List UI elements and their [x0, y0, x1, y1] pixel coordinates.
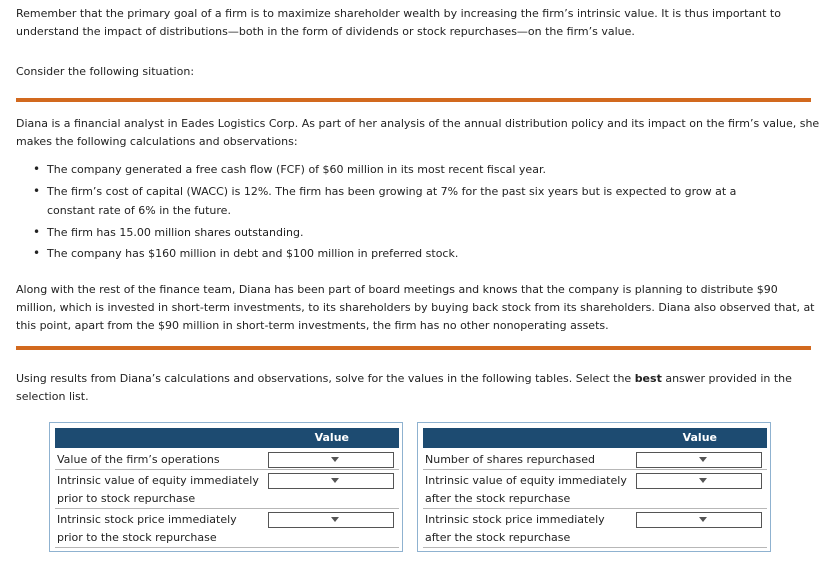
- instructions-post: answer provided in the: [661, 372, 792, 385]
- list-item: [16, 160, 776, 180]
- table-row: [55, 470, 399, 509]
- table-row: [55, 449, 399, 470]
- bullet-text-cont: constant rate of 6% in the future.: [47, 204, 231, 217]
- list-item: [16, 223, 776, 243]
- value-column-header: Value: [314, 431, 349, 444]
- table-right: [417, 422, 771, 552]
- intro-line-2: understand the impact of distributions—both in the form of dividends or stock repurchases—on the firm’s value.: [16, 25, 635, 38]
- row-label: Value of the firm’s operations: [57, 453, 220, 466]
- table-row: [423, 470, 767, 509]
- scenario-line-1: Diana is a financial analyst in Eades Logistics Corp. As part of her analysis of the annual distribution policy and its impact on the firm’s value, she: [16, 117, 820, 130]
- table-row: [55, 509, 399, 548]
- chevron-down-icon: [699, 517, 707, 522]
- scenario-line-2: makes the following calculations and observations:: [16, 135, 298, 148]
- chevron-down-icon: [699, 457, 707, 462]
- instructions-emphasis: best: [634, 372, 662, 385]
- intro-line-1: Remember that the primary goal of a firm is to maximize shareholder wealth by increasing the firm’s intrinsic value. It is thus important to: [16, 7, 781, 20]
- repurchase-line-1: Along with the rest of the finance team, Diana has been part of board meetings and knows that the company is planning to distribute $90: [16, 283, 778, 296]
- row-label: Intrinsic value of equity immediately prior to stock repurchase: [57, 474, 259, 505]
- stock-price-before-select[interactable]: [268, 512, 394, 528]
- bullet-text: The company generated a free cash flow (FCF) of $60 million in its most recent fiscal year.: [47, 163, 546, 176]
- chevron-down-icon: [331, 457, 339, 462]
- repurchase-line-2: million, which is invested in short-term investments, to its shareholders by buying back stock from its shareholders. Diana also observed that, at: [16, 301, 815, 314]
- row-label: Intrinsic stock price immediately prior to the stock repurchase: [57, 513, 237, 544]
- table-right-header: [423, 428, 767, 448]
- shares-repurchased-select[interactable]: [636, 452, 762, 468]
- row-label: Intrinsic value of equity immediately after the stock repurchase: [425, 474, 627, 505]
- equity-value-before-select[interactable]: [268, 473, 394, 489]
- table-left: [49, 422, 403, 552]
- section-divider-bottom: [16, 346, 811, 350]
- stock-price-after-select[interactable]: [636, 512, 762, 528]
- repurchase-paragraph: [16, 281, 815, 335]
- scenario-paragraph: [16, 115, 819, 151]
- value-column-header: Value: [682, 431, 717, 444]
- row-label: Number of shares repurchased: [425, 453, 596, 466]
- chevron-down-icon: [331, 517, 339, 522]
- bullet-text: The firm’s cost of capital (WACC) is 12%. The firm has been growing at 7% for the past six years but is expected to grow at a: [47, 184, 737, 198]
- bullet-text: The firm has 15.00 million shares outstanding.: [47, 225, 304, 239]
- chevron-down-icon: [331, 478, 339, 483]
- operations-value-select[interactable]: [268, 452, 394, 468]
- section-divider-top: [16, 98, 811, 102]
- consider-text: Consider the following situation:: [16, 65, 195, 78]
- list-item: [16, 182, 776, 221]
- observations-list: [16, 160, 776, 266]
- intro-paragraph: [16, 5, 781, 41]
- row-label: Intrinsic stock price immediately after the stock repurchase: [425, 513, 605, 544]
- bullet-text: The company has $160 million in debt and $100 million in preferred stock.: [47, 247, 459, 260]
- repurchase-line-3: this point, apart from the $90 million in short-term investments, the firm has no other nonoperating assets.: [16, 319, 609, 332]
- equity-value-after-select[interactable]: [636, 473, 762, 489]
- chevron-down-icon: [699, 478, 707, 483]
- instructions-line-2: selection list.: [16, 390, 89, 403]
- instructions-paragraph: [16, 370, 792, 406]
- table-row: [423, 509, 767, 548]
- list-item: [16, 244, 776, 264]
- instructions-pre: Using results from Diana’s calculations and observations, solve for the values in the following tables. Select the: [16, 372, 635, 385]
- table-left-header: [55, 428, 399, 448]
- table-row: [423, 449, 767, 470]
